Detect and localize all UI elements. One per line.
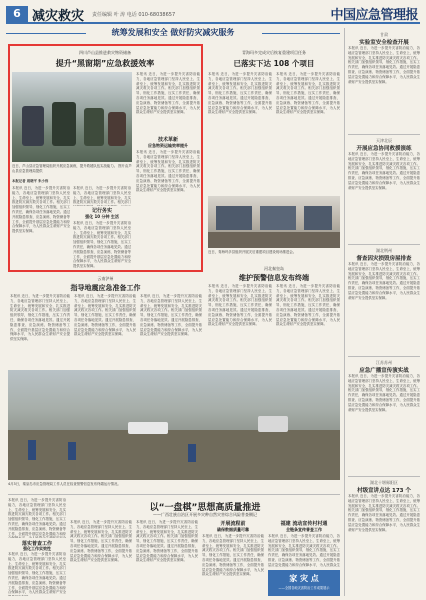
bottom-body-col1: 本报讯 近日，为进一步提升灾害防治能力，各地应急管理部门坚持人民至上、生命至上，统筹发展和安全，扎实推进防灾减灾救灾各项工作。相关部门加强组织领导，细化工作措施，压实工作责任，确保各项任务落地见效。通过开展隐患排查、应急演练、物资储备等工作，全面提升基层应急处置能力和综 <box>8 498 66 536</box>
masthead <box>6 4 420 24</box>
left-story-location: 云南泸州 <box>97 276 114 281</box>
bottom-body-col3: 本报讯 近日，为进一步提升灾害防治能力，各地应急管理部门坚持人民至上、生命至上，统筹发展和安全，扎实推进防灾减灾救灾各项工作。相关部门加强组织领导，细化工作措施，压实工作责任，确保各项任务落地见效。通过开展隐患排查、应急演练、物资储备等工作，全面提升基层应急处置能力和综合保障水平，为人民群众生命财产安全提供坚实保障。 <box>136 520 198 563</box>
sidebar-region-2: 天津北辰 <box>376 138 392 143</box>
right-story-headline: 已落实下达 108 个项目 <box>233 59 315 68</box>
footer-subtitle: ——全国各地灾害防治工作成果展示 <box>278 586 330 590</box>
bottom-rule <box>8 494 340 495</box>
sidebar-title-4: 应急广播宣传演实战 <box>359 368 409 374</box>
sidebar-body-3: 本报讯 近日，为进一步提升灾害防治能力，各地应急管理部门坚持人民至上、生命至上，统筹发展和安全，扎实推进防灾减灾救灾各项工作。相关部门加强组织领导，细化工作措施，压实工作责任，确保各项任务落地见效。通过开展隐患排查、应急演练、物资储备等工作，全面提升基层应急处置能力和综合保障水平，为人民群众生命财产安全提供坚实保障。 <box>348 262 420 300</box>
lead-subhead-1: 技术革新 <box>157 137 178 143</box>
wide-photo <box>8 370 340 480</box>
footer-title: 家 灾 点 <box>289 574 319 583</box>
bottom-left-box-sub: 强化工作实效性 <box>23 546 51 551</box>
left-story-headline: 指导地震应急准备工作 <box>70 284 141 292</box>
paper-name: 中国应急管理报 <box>330 8 418 23</box>
mid-story-location: 河北秦皇岛 <box>264 266 284 271</box>
lead-subhead-2: 记行务实 <box>91 208 112 214</box>
lead-body-col1: 本报讯 近日，为进一步提升灾害防治能力，各地应急管理部门坚持人民至上、生命至上，统筹发展和安全，扎实推进防灾减灾救灾各项工作。相关部门加强组织领导，细化工作措施，压实工作责任，确保各项任务落地见效。通过开展隐患排查、应急演练、物资储备等工作，全面提升基层应急处置能力和综合保障水平，为人民群众生命财产安全提供坚实保障。 <box>12 186 70 234</box>
bottom-mid-subhead: 开展流程前 <box>220 521 246 527</box>
lead-subhead-1b: 应急物资运输效率提升 <box>148 143 188 148</box>
wide-photo-caption: 4月3日，秦皇岛市应急管理局工作人员在检查预警信息发布终端运行情况。 <box>8 482 121 486</box>
bottom-headline: 以“一盘棋”思想高质量推进 <box>149 503 261 513</box>
sidebar-title-5: 村级宣讲点达 173 个 <box>357 488 411 494</box>
right-story-photo <box>208 196 340 248</box>
sidebar-rule-4 <box>348 476 420 477</box>
sidebar-region-1: 甘肃 <box>380 32 388 37</box>
lead-headline: 提升“黑窗期”应急救援效率 <box>55 59 155 68</box>
mid-story-body-2: 本报讯 近日，为进一步提升灾害防治能力，各地应急管理部门坚持人民至上、生命至上，统筹发展和安全，扎实推进防灾减灾救灾各项工作。相关部门加强组织领导，细化工作措施，压实工作责任，确保各项任务落地见效。通过开展隐患排查、应急演练、物资储备等工作，全面提升基层应急处置能力和综合保障水平，为人民群众生命财产安全提供坚实保障。 <box>276 284 340 327</box>
right-story-photo-caption: 近日，青海玛多县组织开展灾后重建项目建设现场推进会。 <box>208 250 297 254</box>
lead-subtitle: 四川芦山县推进救灾物资储备 <box>79 50 131 55</box>
right-story-subtitle: 青海玛多完成灾后恢复重建项目任务 <box>242 50 306 55</box>
lead-photo <box>12 72 132 162</box>
bottom-box-headline: 福建 流动宣传村村通 <box>280 521 328 527</box>
section-banner: 统筹发展和安全 做好防灾减灾服务 <box>111 28 235 37</box>
lead-body-col3b: 本报讯 近日，为进一步提升灾害防治能力，各地应急管理部门坚持人民至上、生命至上，统筹发展和安全，扎实推进防灾减灾救灾各项工作。相关部门加强组织领导，细化工作措施，压实工作责任，确保各项任务落地见效。通过开展隐患排查、应急演练、物资储备等工作，全面提升基层应急处置能力和综合保障水平，为人民群众生命财产安全提供坚实保障。 <box>136 150 200 193</box>
bottom-box-subtitle: 全链条宣传普查工作 <box>286 527 322 532</box>
bottom-body-col5: 本报讯 近日，为进一步提升灾害防治能力，各地应急管理部门坚持人民至上、生命至上，统筹发展和安全，扎实推进防灾减灾救灾各项工作。相关部门加强组织领导，细化工作措施，压实工作责任，确保各项任务落地见效。通过开展隐患排查、应急演练、物资储备等工作，全面提升基层应急处置能力和综合保障水平，为人民群众生 <box>268 534 340 567</box>
left-story-body-3: 本报讯 近日，为进一步提升灾害防治能力，各地应急管理部门坚持人民至上、生命至上，统筹发展和安全，扎实推进防灾减灾救灾各项工作。相关部门加强组织领导，细化工作措施，压实工作责任，确保各项任务落地见效。通过开展隐患排查、应急演练、物资储备等工作，全面提升基层应急处置能力和综合保障水平，为人民群众生命财产安全提供坚实保障。 <box>140 294 202 337</box>
editor-meta: 责任编辑 叶 涛 电话 010-68038657 <box>92 12 176 18</box>
lead-byline: 本报记者 周晓平 朱小伟 <box>12 179 49 183</box>
left-story-body-2: 本报讯 近日，为进一步提升灾害防治能力，各地应急管理部门坚持人民至上、生命至上，统筹发展和安全，扎实推进防灾减灾救灾各项工作。相关部门加强组织领导，细化工作措施，压实工作责任，确保各项任务落地见效。通过开展隐患排查、应急演练、物资储备等工作，全面提升基层应急处置能力和综合保障水平，为人民群众生命财产安全提供坚实保障。 <box>74 294 136 337</box>
sidebar-region-5: 湖北十堰郧阳区 <box>370 480 398 485</box>
sidebar-rule-3 <box>348 356 420 357</box>
bottom-body-col1b: 本报讯 近日，为进一步提升灾害防治能力，各地应急管理部门坚持人民至上、生命至上，统筹发展和安全，扎实推进防灾减灾救灾各项工作。相关部门加强组织领导，细化工作措施，压实工作责任，确保各项任务落地见效。通过开展隐患排查、应急演练、物资储备等工作，全面提升基层应急处置能力和综合保障水平，为人民群众生命财产安全 <box>8 552 66 595</box>
lead-body-col3: 本报讯 近日，为进一步提升灾害防治能力，各地应急管理部门坚持人民至上、生命至上，统筹发展和安全，扎实推进防灾减灾救灾各项工作。相关部门加强组织领导，细化工作措施，压实工作责任，确保各项任务落地见效。通过开展隐患排查、应急演练、物资储备等工作，全面提升基层应急处置能力和综合保障水平，为人民群众生命财产安全提供坚实保障。 <box>136 72 200 115</box>
page-number: 6 <box>6 6 28 22</box>
sidebar-rule-1 <box>348 134 420 135</box>
sidebar-body-2: 本报讯 近日，为进一步提升灾害防治能力，各地应急管理部门坚持人民至上、生命至上，统筹发展和安全，扎实推进防灾减灾救灾各项工作。相关部门加强组织领导，细化工作措施，压实工作责任，确保各项任务落地见效。通过开展隐患排查、应急演练、物资储备等工作，全面提升基层应急处置能力和综合保障水平，为人民群众生命财产安全提供坚实保障。 <box>348 152 420 190</box>
section-name: 减灾救灾 <box>32 9 85 24</box>
bottom-body-col4: 本报讯 近日，为进一步提升灾害防治能力，各地应急管理部门坚持人民至上、生命至上，统筹发展和安全，扎实推进防灾减灾救灾各项工作。相关部门加强组织领导，细化工作措施，压实工作责任，确保各项任务落地见效。通过开展隐患排查、应急演练、物资储备等工作，全面提升基层应急处置能力和综合保障水平，为人民群众生命财产安全提供坚实保障。 <box>202 534 264 577</box>
mid-story-body-1: 本报讯 近日，为进一步提升灾害防治能力，各地应急管理部门坚持人民至上、生命至上，统筹发展和安全，扎实推进防灾减灾救灾各项工作。相关部门加强组织领导，细化工作措施，压实工作责任，确保各项任务落地见效。通过开展隐患排查、应急演练、物资储备等工作，全面提升基层应急处置能力和综合保障水平，为人民群众生命财产安全提供坚实保障。 <box>208 284 272 327</box>
right-story-body-2: 本报讯 近日，为进一步提升灾害防治能力，各地应急管理部门坚持人民至上、生命至上，统筹发展和安全，扎实推进防灾减灾救灾各项工作。相关部门加强组织领导，细化工作措施，压实工作责任，确保各项任务落地见效。通过开展隐患排查、应急演练、物资储备等工作，全面提升基层应急处置能力和综合保障水平，为人民群众生命财产安全提供坚实保障。 <box>276 72 340 115</box>
sidebar-region-3: 湖北荆州 <box>376 248 392 253</box>
sidebar-body-1: 本报讯 近日，为进一步提升灾害防治能力，各地应急管理部门坚持人民至上、生命至上，统筹发展和安全，扎实推进防灾减灾救灾各项工作。相关部门加强组织领导，细化工作措施，压实工作责任，确保各项任务落地见效。通过开展隐患排查、应急演练、物资储备等工作，全面提升基层应急处置能力和综合保障水平，为人民群众生命财产安全提供坚实保障。 <box>348 46 420 84</box>
bottom-mid-subhead-b: 确保数据质量可靠 <box>217 527 249 532</box>
left-story-body-1: 本报讯 近日，为进一步提升灾害防治能力，各地应急管理部门坚持人民至上、生命至上，统筹发展和安全，扎实推进防灾减灾救灾各项工作。相关部门加强组织领导，细化工作措施，压实工作责任，确保各项任务落地见效。通过开展隐患排查、应急演练、物资储备等工作，全面提升基层应急处置能力和综合保障水平，为人民群众生命财产安全提供坚实保障。 <box>10 294 70 342</box>
lead-photo-caption: 近日，芦山县应急管理局组织开展应急演练，提升救援队伍实战能力。 图片由芦山县应急管理局提供 <box>12 164 132 173</box>
sidebar-title-2: 开展应急协同救援演练 <box>356 146 412 152</box>
bottom-subtitle: ——广西壮族自治区开展多灾种自然灾害综合风险普查侧记 <box>153 512 257 517</box>
sidebar-region-4: 江苏苏州 <box>376 360 392 365</box>
sidebar-body-4: 本报讯 近日，为进一步提升灾害防治能力，各地应急管理部门坚持人民至上、生命至上，统筹发展和安全，扎实推进防灾减灾救灾各项工作。相关部门加强组织领导，细化工作措施，压实工作责任，确保各项任务落地见效。通过开展隐患排查、应急演练、物资储备等工作，全面提升基层应急处置能力和综合保障水平，为人民群众生命财产安全提供坚实保障。 <box>348 374 420 412</box>
sidebar-rule-2 <box>348 244 420 245</box>
lead-body-col2: 本报讯 近日，为进一步提升灾害防治能力，各地应急管理部门坚持人民至上、生命至上，统筹发展和安全，扎实推进防灾减灾救灾各项工作。相关部门 <box>73 186 131 205</box>
lead-subhead-2b: 强化 10 分钟 生活 <box>85 214 119 219</box>
bottom-left-box-title: 落实普查工作 <box>21 541 52 547</box>
bottom-body-col2: 本报讯 近日，为进一步提升灾害防治能力，各地应急管理部门坚持人民至上、生命至上，统筹发展和安全，扎实推进防灾减灾救灾各项工作。相关部门加强组织领导，细化工作措施，压实工作责任，确保各项任务落地见效。通过开展隐患排查、应急演练、物资储备等工作，全面提升基层应急处置能力和综合保障水平，为人民群众生命财产安全提供坚实保障。 <box>70 520 132 563</box>
mid-story-headline: 维护预警信息发布终端 <box>239 274 309 282</box>
lead-body-col2b: 本报讯 近日，为进一步提升灾害防治能力，各地应急管理部门坚持人民至上、生命至上，统筹发展和安全，扎实推进防灾减灾救灾各项工作。相关部门加强组织领导，细化工作措施，压实工作责任，确保各项任务落地见效。通过开展隐患排查、应急演练、物资储备等工作，全面提升基层应急处置能力和综合保障水平，为人民群众生命财产安全提供坚实保障。 <box>73 221 131 269</box>
sidebar-title-3: 督查因灾损毁房屋排查 <box>356 256 412 262</box>
right-story-body-1: 本报讯 近日，为进一步提升灾害防治能力，各地应急管理部门坚持人民至上、生命至上，统筹发展和安全，扎实推进防灾减灾救灾各项工作。相关部门加强组织领导，细化工作措施，压实工作责任，确保各项任务落地见效。通过开展隐患排查、应急演练、物资储备等工作，全面提升基层应急处置能力和综合保障水平，为人民群众生命财产安全提供坚实保障。 <box>208 72 272 115</box>
sidebar-title-1: 实验室安全检查开展 <box>359 40 409 46</box>
sidebar-body-5: 本报讯 近日，为进一步提升灾害防治能力，各地应急管理部门坚持人民至上、生命至上，统筹发展和安全，扎实推进防灾减灾救灾各项工作。相关部门加强组织领导，细化工作措施，压实工作责任，确保各项任务落地见效。通过开展隐患排查、应急演练、物资储备等工作，全面提升基层应急处置能力和综合保障水平，为人民群众生命财产安全提供坚实保障。 <box>348 494 420 532</box>
sidebar-divider <box>344 28 345 596</box>
footer-box <box>268 570 340 596</box>
